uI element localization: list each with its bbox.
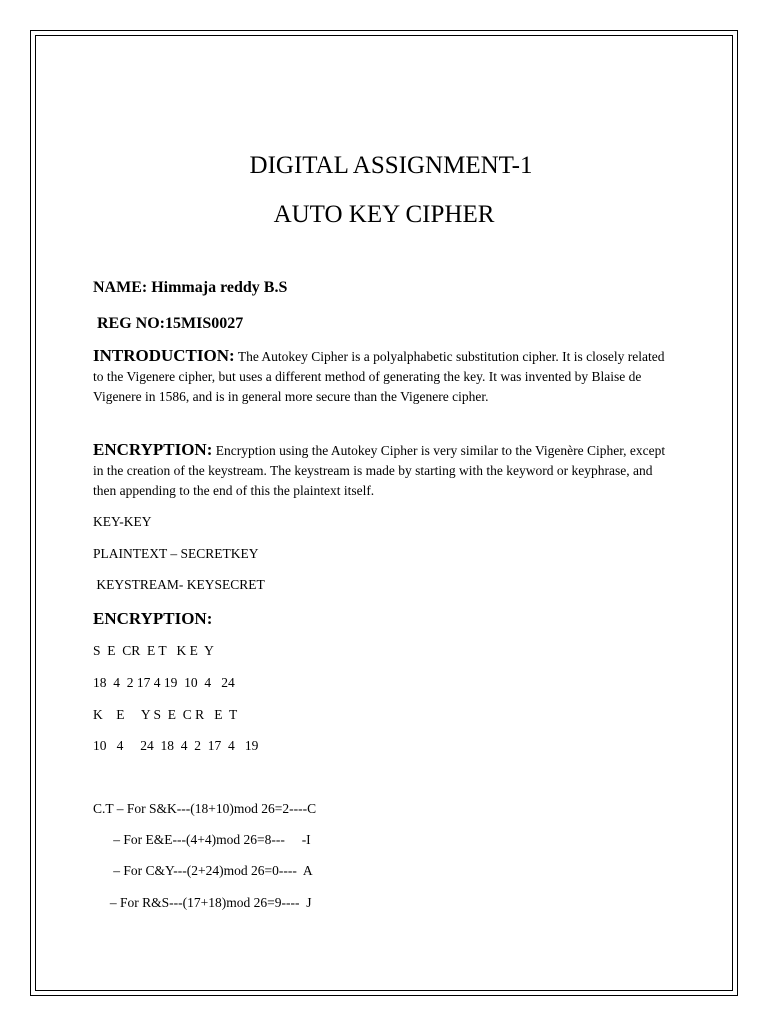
encryption-description-heading: ENCRYPTION: — [93, 440, 213, 459]
ciphertext-line: – For E&E---(4+4)mod 26=8--- -I — [93, 832, 311, 847]
keystream-letters: K E Y S E C R E T — [93, 707, 238, 722]
ciphertext-line: – For C&Y---(2+24)mod 26=0---- A — [93, 863, 313, 878]
key-line: KEY-KEY — [93, 514, 152, 529]
plaintext-letters: S E CR E T K E Y — [93, 643, 214, 658]
introduction-paragraph — [93, 346, 675, 407]
plaintext-line: PLAINTEXT – SECRETKEY — [93, 546, 259, 561]
keystream-numbers: 10 4 24 18 4 2 17 4 19 — [93, 738, 259, 753]
encryption-description-paragraph — [93, 440, 675, 501]
ciphertext-line: – For R&S---(17+18)mod 26=9---- J — [93, 895, 312, 910]
encryption-description-text: Encryption using the Autokey Cipher is very similar to the Vigenère Cipher, except in the creation of the keystream. The keystream is made by starting with the keyword or keyphrase, and then appending to the end of this the plaintext itself. — [93, 443, 666, 498]
plaintext-numbers: 18 4 2 17 4 19 10 4 24 — [93, 675, 235, 690]
document-title: DIGITAL ASSIGNMENT-1 — [249, 152, 533, 179]
encryption-heading: ENCRYPTION: — [93, 609, 213, 628]
name-line: NAME: Himmaja reddy B.S — [93, 279, 288, 296]
introduction-text: The Autokey Cipher is a polyalphabetic substitution cipher. It is closely related to the Vigenere cipher, but uses a different method of generating the key. It was invented by Blaise de Vigenere in 1586, and is in general more secure than the Vigenere cipher. — [93, 349, 665, 404]
document-subtitle: AUTO KEY CIPHER — [273, 201, 495, 228]
ciphertext-line: C.T – For S&K---(18+10)mod 26=2----C — [93, 801, 317, 816]
keystream-line: KEYSTREAM- KEYSECRET — [93, 577, 265, 592]
reg-no-line: REG NO:15MIS0027 — [97, 315, 244, 332]
introduction-heading: INTRODUCTION: — [93, 346, 235, 365]
